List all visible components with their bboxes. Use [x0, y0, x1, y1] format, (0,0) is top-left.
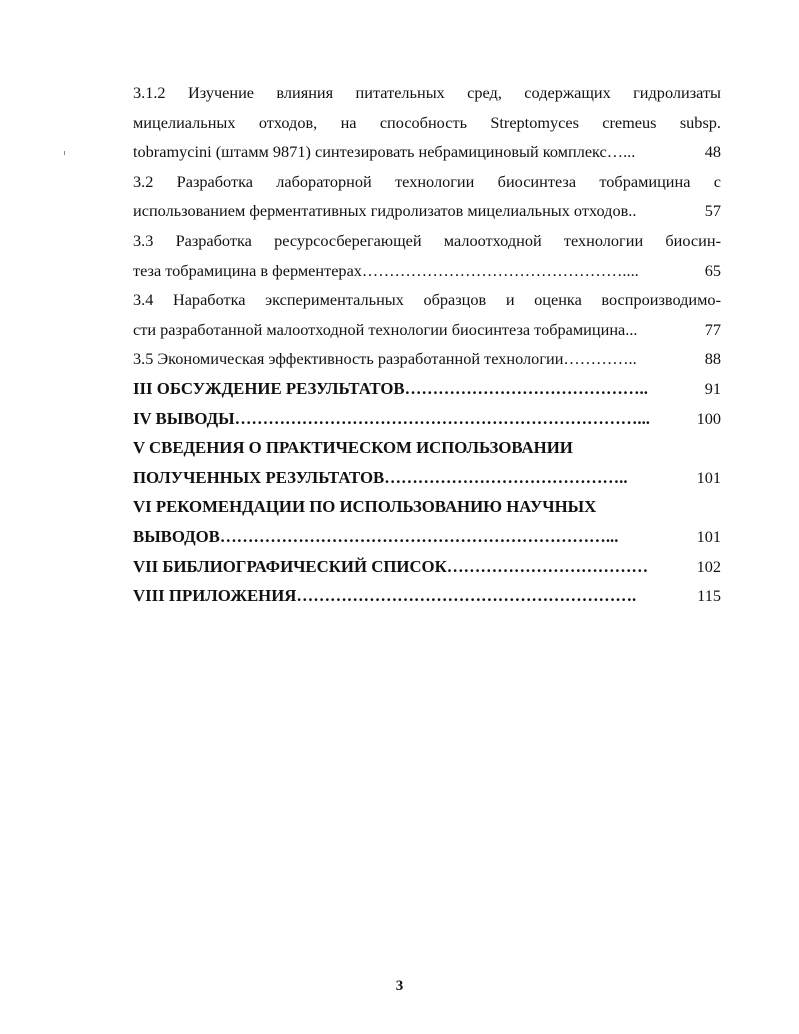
toc-entry [133, 581, 721, 611]
toc-entry [133, 522, 721, 552]
toc-entry-title: сти разработанной малоотходной технологии биосинтеза тобрамицина... [133, 319, 638, 339]
toc-line: 3.3 Разработка ресурсосберегающей малоотходной технологии биосин- [133, 230, 721, 250]
toc-entry [133, 196, 721, 226]
toc-entry [133, 404, 721, 434]
toc-entry-page: 91 [704, 378, 721, 398]
toc-entry-title: III ОБСУЖДЕНИЕ РЕЗУЛЬТАТОВ…………………………………….. [133, 378, 648, 398]
toc-line: 3.2 Разработка лабораторной технологии биосинтеза тобрамицина с [133, 171, 721, 191]
scan-speck [64, 151, 65, 155]
toc-line: 3.1.2 Изучение влияния питательных сред, содержащих гидролизаты [133, 83, 721, 102]
toc-entry-title: IV ВЫВОДЫ………………………………………………………………... [133, 408, 650, 428]
toc-entry-page: 101 [696, 526, 721, 546]
toc-entry [133, 463, 721, 493]
toc-entry-title: теза тобрамицина в ферментерах………………………………………….... [133, 260, 639, 280]
table-of-contents [133, 78, 721, 611]
toc-entry-title: VII БИБЛИОГРАФИЧЕСКИЙ СПИСОК……………………………… [133, 556, 649, 576]
toc-entry-page: 77 [704, 319, 721, 339]
toc-entry-page: 100 [696, 408, 721, 428]
toc-entry-page: 48 [704, 142, 721, 162]
toc-entry-page: 57 [704, 201, 721, 221]
toc-entry-title: tobramycini (штамм 9871) синтезировать небрамициновый комплекс…... [133, 142, 636, 162]
toc-entry-title: 3.5 Экономическая эффективность разработанной технологии………….. [133, 349, 637, 369]
toc-entry [133, 552, 721, 582]
toc-entry-title: использованием ферментативных гидролизатов мицелиальных отходов.. [133, 201, 637, 221]
toc-entry [133, 315, 721, 345]
toc-line: мицелиальных отходов, на способность Streptomyces cremeus subsp. [133, 112, 721, 132]
toc-entry [133, 374, 721, 404]
toc-line: 3.4 Наработка экспериментальных образцов и оценка воспроизводимо- [133, 290, 721, 310]
toc-entry-page: 115 [697, 586, 721, 606]
toc-entry [133, 256, 721, 286]
toc-entry-title: ПОЛУЧЕННЫХ РЕЗУЛЬТАТОВ…………………………………….. [133, 467, 628, 487]
toc-entry-page: 101 [696, 467, 721, 487]
page-number: 3 [395, 978, 404, 994]
toc-entry [133, 344, 721, 374]
toc-entry-title: VIII ПРИЛОЖЕНИЯ……………………………………………………. [133, 586, 637, 606]
toc-entry [133, 137, 721, 167]
toc-entry-page: 102 [696, 556, 721, 576]
toc-line: VI РЕКОМЕНДАЦИИ ПО ИСПОЛЬЗОВАНИЮ НАУЧНЫХ [133, 497, 597, 517]
toc-line: V СВЕДЕНИЯ О ПРАКТИЧЕСКОМ ИСПОЛЬЗОВАНИИ [133, 438, 573, 458]
toc-entry-page: 88 [704, 349, 721, 369]
toc-entry-title: ВЫВОДОВ……………………………………………………………... [133, 526, 619, 546]
toc-entry-page: 65 [704, 260, 721, 280]
